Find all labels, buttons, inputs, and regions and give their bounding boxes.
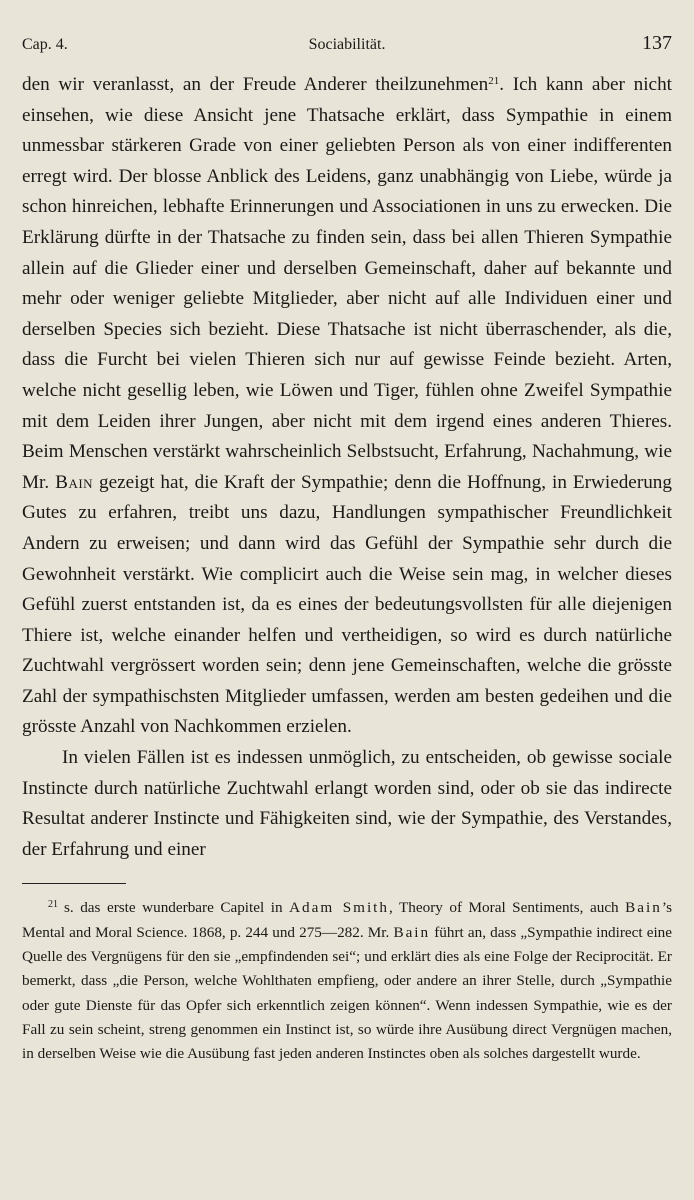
running-title: Sociabilität.: [308, 36, 386, 53]
footnote: [22, 896, 672, 1066]
paragraph-2: In vielen Fällen ist es indessen unmöglich, zu entscheiden, ob gewisse sociale Instincte durch natürliche Zuchtwahl erlangt worden sind, oder ob sie das indirecte Resultat anderer Instincte und Fähigkeiten sind, wie der Sympathie, des Verstandes, der Erfahrung und einer: [22, 747, 672, 860]
page-number: 137: [642, 32, 672, 54]
running-head: [22, 30, 672, 66]
body-text: [22, 70, 672, 865]
footnote-reference: 21: [488, 75, 500, 87]
footnote-rule: [22, 883, 126, 884]
paragraph-1-text-b: . Ich kann aber nicht einsehen, wie diese Ansicht jene Thatsache erklärt, dass Sympathie in einem unmessbar stärkeren Grade von einer geliebten Person als von einer indifferenten erregt wird. Der blosse Anblick des Leidens, ganz unabhängig von Liebe, würde ja schon hinreichen, lebhafte Erinnerungen und Associationen in uns zu erwecken. Die Erklärung dürfte in der Thatsache zu finden sein, dass bei allen Thieren Sympathie allein auf die Glieder einer und derselben Gemeinschaft, daher auf bekannte und mehr oder weniger geliebte Mitglieder, aber nicht auf alle Individuen einer und derselben Species sich bezieht. Diese Thatsache ist nicht überraschender, als die, dass die Furcht bei vielen Thieren sich nur auf gewisse Feinde bezieht. Arten, welche nicht gesellig leben, wie Löwen und Tiger, fühlen ohne Zweifel Sympathie mit dem Leiden ihrer Jungen, aber nicht mit dem irgend eines anderen Thieres. Beim Menschen verstärkt wahrscheinlich Selbstsucht, Erfahrung, Nachahmung, wie Mr.: [22, 74, 672, 493]
footnote-mark: 21: [48, 899, 58, 911]
footnote-name-adam-smith: Adam Smith: [289, 899, 389, 917]
footnote-name-bain-2: Bain: [393, 923, 431, 941]
chapter-label: Cap. 4.: [22, 36, 68, 53]
footnote-text-d: führt an, dass „Sympathie indirect eine Quelle des Vergnügens für den sie „empfindenden sei“; und erklärt dies als eine Folge der Reciprocität. Er bemerkt, dass „die Person, welche Wohlthaten empfieng, oder andere an ihrer Stelle, durch „Sympathie oder gute Dienste für das Opfer sich erkenntlich zeigen können“. Wenn indessen Sympathie, wie es der Fall zu sein scheint, streng genommen ein Instinct ist, so würde ihre Ausübung direct Vergnügen machen, in derselben Weise wie die Ausübung fast jeden anderen Instinctes oben als solches dargestellt wurde.: [22, 923, 673, 1063]
footnote-text-b: , Theory of Moral Sentiments, auch: [388, 899, 619, 917]
footnote-text-a: s. das erste wunderbare Capitel in: [64, 899, 283, 917]
paragraph-1: [22, 70, 672, 743]
footnote-text-c: ’s Mental and Moral Science. 1868, p. 244 und 275—282. Mr.: [22, 899, 672, 941]
author-name-bain: Bain: [55, 471, 94, 493]
paragraph-1-text-a: den wir veranlasst, an der Freude Anderer theilzunehmen: [22, 74, 489, 95]
footnote-name-bain: Bain: [625, 899, 662, 917]
paragraph-1-text-c: gezeigt hat, die Kraft der Sympathie; denn die Hoffnung, in Erwiederung Gutes zu erfahren, treibt uns dazu, Handlungen sympathischer Freundlichkeit Andern zu erweisen; und dann wird das Gefühl der Sympathie sehr durch die Gewohnheit verstärkt. Wie complicirt auch die Weise sein mag, in welcher dieses Gefühl zuerst entstanden ist, da es eines der bedeutungsvollsten für alle diejenigen Thiere ist, welche einander helfen und vertheidigen, so wird es durch natürliche Zuchtwahl vergrössert worden sein; denn jene Gemeinschaften, welche die grösste Zahl der sympathischsten Mitglieder umfassen, werden am besten gedeihen und die grösste Anzahl von Nachkommen erzielen.: [22, 471, 672, 738]
